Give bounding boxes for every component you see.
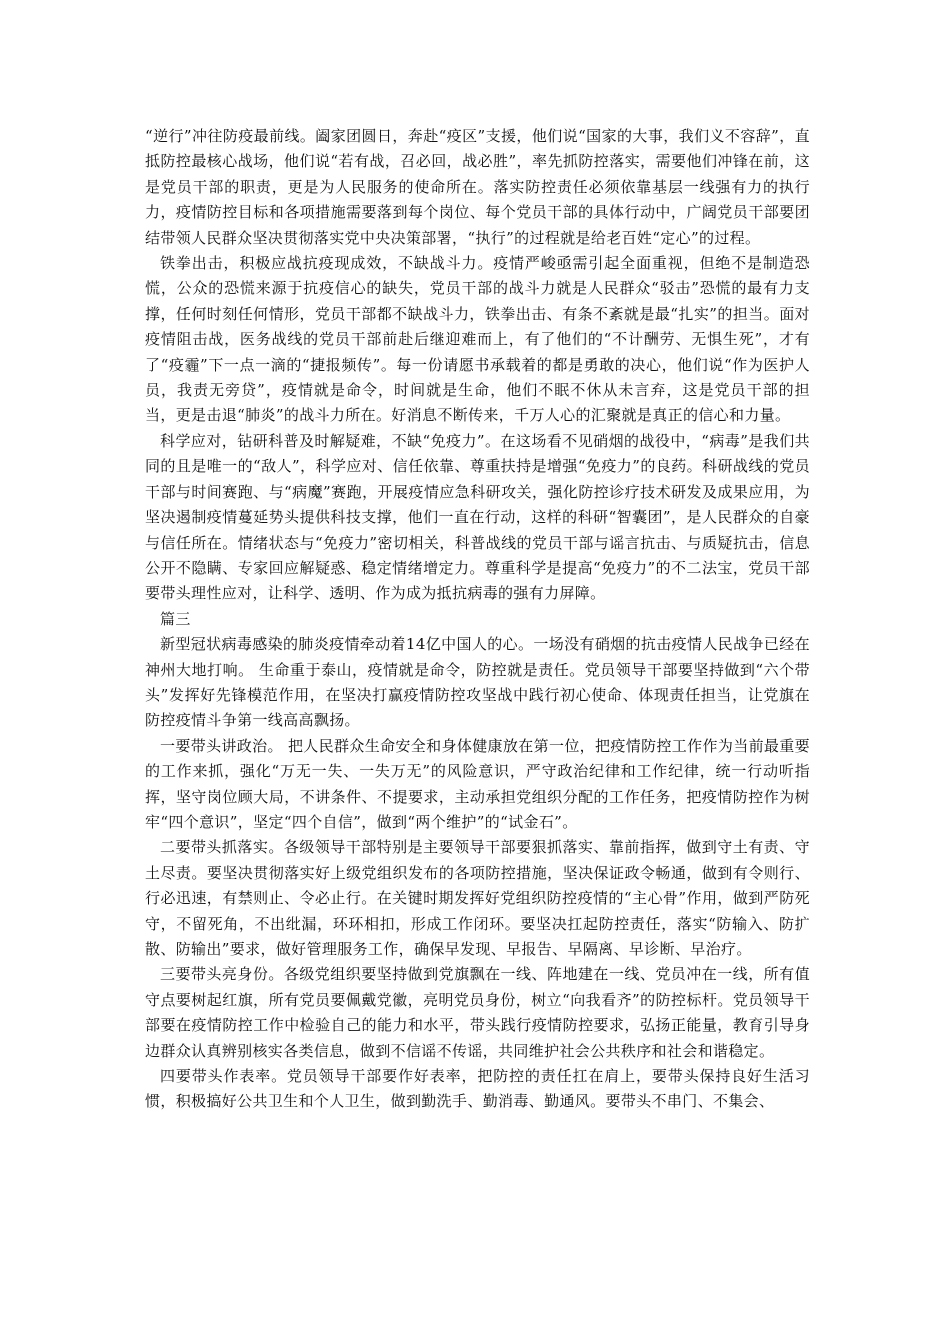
paragraph-point-four: 四要带头作表率。党员领导干部要作好表率，把防控的责任扛在肩上，要带头保持良好生活习惯，积极搞好公共卫生和个人卫生，做到勤洗手、勤消毒、勤通风。要带头不串门、不集会、 [145, 1067, 810, 1111]
paragraph-point-one: 一要带头讲政治。 把人民群众生命安全和身体健康放在第一位，把疫情防控工作作为当前最重要的工作来抓，强化“万无一失、一失万无”的风险意识，严守政治纪律和工作纪律，统一行动听指挥，坚守岗位顾大局，不讲条件、不提要求，主动承担党组织分配的工作任务，把疫情防控作为树牢“四个意识”，坚定“四个自信”，做到“两个维护”的“试金石”。 [145, 736, 810, 831]
section-heading-pian-san: 篇三 [160, 609, 191, 628]
paragraph-continuation: “逆行”冲往防疫最前线。阖家团圆日，奔赴“疫区”支援，他们说“国家的大事，我们义不容辞”，直抵防控最核心战场，他们说“若有战，召必回，战必胜”，率先抓防控落实，需要他们冲锋在前，这是党员干部的职责，更是为人民服务的使命所在。落实防控责任必须依靠基层一线强有力的执行力，疫情防控目标和各项措施需要落到每个岗位、每个党员干部的具体行动中，广阔党员干部要团结带领人民群众坚决贯彻落实党中央决策部署，“执行”的过程就是给老百姓“定心”的过程。 [145, 127, 810, 247]
paragraph-kexue: 科学应对，钻研科普及时解疑难，不缺“免疫力”。在这场看不见硝烟的战役中，“病毒”是我们共同的且是唯一的“敌人”，科学应对、信任依靠、尊重扶持是增强“免疫力”的良药。科研战线的党员干部与时间赛跑、与“病魔”赛跑，开展疫情应急科研攻关，强化防控诊疗技术研发及成果应用，为坚决遏制疫情蔓延势头提供科技支撑，他们一直在行动，这样的科研“智囊团”，是人民群众的自豪与信任所在。情绪状态与“免疫力”密切相关，科普战线的党员干部与谣言抗击、与质疑抗击，信息公开不隐瞒、专家回应解疑惑、稳定情绪增定力。尊重科学是提高“免疫力”的不二法宝，党员干部要带头理性应对，让科学、透明、作为成为抵抗病毒的强有力屏障。 [145, 431, 810, 603]
paragraph-tiequan: 铁拳出击，积极应战抗疫现成效，不缺战斗力。疫情严峻亟需引起全面重视，但绝不是制造恐慌，公众的恐慌来源于抗疫信心的缺失，党员干部的战斗力就是人民群众“驳击”恐慌的最有力支撑，任何时刻任何情形，党员干部都不缺战斗力，铁拳出击、有条不紊就是最“扎实”的担当。面对疫情阻击战，医务战线的党员干部前赴后继迎难而上，有了他们的“不计酬劳、无惧生死”，才有了“疫霾”下一点一滴的“捷报频传”。每一份请愿书承载着的都是勇敢的决心，他们说“作为医护人员，我责无旁贷”，疫情就是命令，时间就是生命，他们不眠不休从未言弃，这是党员干部的担当，更是击退“肺炎”的战斗力所在。好消息不断传来，千万人心的汇聚就是真正的信心和力量。 [145, 254, 810, 425]
paragraph-point-two: 二要带头抓落实。各级领导干部特别是主要领导干部要狠抓落实、靠前指挥，做到守土有责、守土尽责。要坚决贯彻落实好上级党组织发布的各项防控措施，坚决保证政令畅通，做到有令则行、行必迅速，有禁则止、令必止行。在关键时期发挥好党组织防控疫情的“主心骨”作用，做到严防死守，不留死角，不出纰漏，环环相扣，形成工作闭环。要坚决扛起防控责任，落实“防输入、防扩散、防输出”要求，做好管理服务工作，确保早发现、早报告、早隔离、早诊断、早治疗。 [145, 838, 810, 958]
paragraph-intro: 新型冠状病毒感染的肺炎疫情牵动着14亿中国人的心。一场没有硝烟的抗击疫情人民战争已经在神州大地打响。 生命重于泰山，疫情就是命令，防控就是责任。党员领导干部要坚持做到“六个带头”发挥好先锋模范作用，在坚决打赢疫情防控攻坚战中践行初心使命、体现责任担当，让党旗在防控疫情斗争第一线高高飘扬。 [145, 635, 810, 730]
paragraph-point-three: 三要带头亮身份。各级党组织要坚持做到党旗飘在一线、阵地建在一线、党员冲在一线，所有值守点要树起红旗，所有党员要佩戴党徽，亮明党员身份，树立“向我看齐”的防控标杆。党员领导干部要在疫情防控工作中检验自己的能力和水平，带头践行疫情防控要求，弘扬正能量，教育引导身边群众认真辨别核实各类信息，做到不信谣不传谣，共同维护社会公共秩序和社会和谐稳定。 [145, 965, 810, 1060]
document-page [145, 124, 810, 1115]
